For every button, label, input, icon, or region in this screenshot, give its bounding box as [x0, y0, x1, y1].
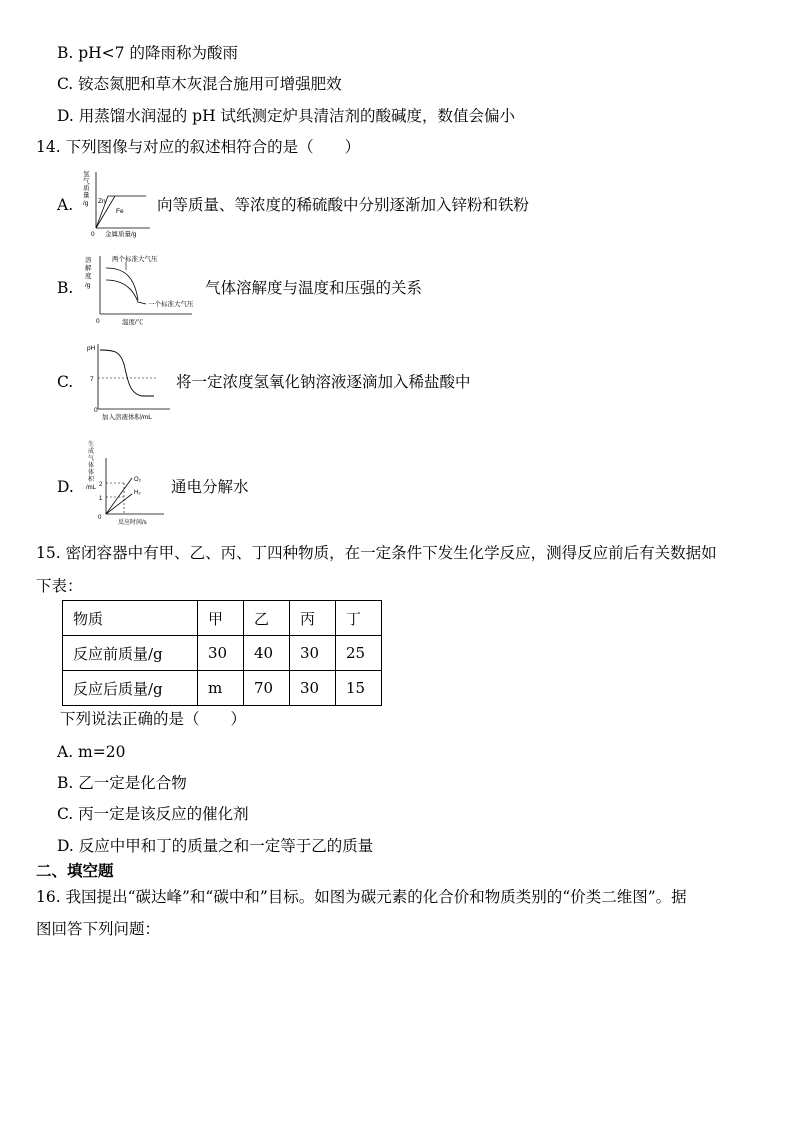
graph-b-ylabel-0: 溶: [85, 257, 92, 264]
graph-d-origin: 0: [98, 515, 102, 521]
q15-option-a: A. m=20: [57, 743, 126, 761]
graph-d-tick-1: 1: [99, 496, 103, 502]
graph-b-curve-2atm: [106, 268, 138, 300]
graph-d-xlabel: 反应时间/s: [118, 520, 147, 526]
q15-stem-line1: 15. 密闭容器中有甲、乙、丙、丁四种物质，在一定条件下发生化学反应，测得反应前后有关数据如: [36, 544, 717, 562]
graph-c-origin: 0: [94, 407, 98, 414]
q14-graph-d: [84, 438, 169, 528]
q16-line2: 图回答下列问题：: [36, 920, 161, 938]
table-cell: 反应后质量/g: [63, 671, 198, 706]
q14-option-c-text: 将一定浓度氢氧化钠溶液逐滴加入稀盐酸中: [176, 373, 471, 391]
graph-d-series-h2: H₂: [134, 490, 141, 496]
graph-d-ylabel-2: 气: [88, 456, 95, 462]
q14-option-d-text: 通电分解水: [171, 478, 249, 496]
q14-option-a-text: 向等质量、等浓度的稀硫酸中分别逐渐加入锌粉和铁粉: [157, 196, 530, 214]
table-cell: 15: [336, 671, 382, 706]
graph-d-ylabel-0: 生: [88, 442, 95, 448]
graph-c-ref: 7: [90, 376, 94, 383]
q15-option-d: D. 反应中甲和丁的质量之和一定等于乙的质量: [57, 837, 374, 855]
table-cell: m: [198, 671, 244, 706]
graph-a-ylabel-1: 气: [83, 178, 90, 185]
graph-c-xlabel: 加入溶液体积/mL: [102, 414, 152, 421]
graph-d-ylabel-3: 体: [88, 463, 95, 469]
q15-stem-line2: 下表：: [36, 577, 83, 595]
graph-b-origin: 0: [96, 318, 100, 325]
graph-a-origin: 0: [91, 231, 95, 238]
q15-data-table: [62, 600, 382, 706]
graph-a-ylabel-2: 质: [83, 185, 90, 192]
table-header-cell: 乙: [244, 601, 290, 636]
table-header-cell: 甲: [198, 601, 244, 636]
table-header-row: [63, 601, 382, 636]
graph-c-ylabel: pH: [87, 345, 96, 352]
table-row: [63, 671, 382, 706]
q15-option-c: C. 丙一定是该反应的催化剂: [57, 805, 249, 823]
q15-prompt: 下列说法正确的是（ ）: [60, 710, 247, 728]
graph-a-series-fe: Fe: [116, 208, 124, 215]
graph-b-xlabel: 温度/℃: [122, 319, 144, 326]
graph-b-ylabel-2: 度: [85, 273, 92, 280]
q13-option-b: B. pH<7 的降雨称为酸雨: [57, 44, 238, 62]
q14-stem: 14. 下列图像与对应的叙述相符合的是（ ）: [36, 138, 361, 156]
q13-option-d: D. 用蒸馏水润湿的 pH 试纸测定炉具清洁剂的酸碱度，数值会偏小: [57, 107, 516, 125]
graph-a-ylabel-3: 量: [83, 192, 90, 199]
graph-b-series-1atm: 一个标准大气压: [148, 301, 194, 308]
graph-b-series-2atm: 两个标准大气压: [112, 256, 158, 263]
graph-d-series-o2: O₂: [134, 477, 141, 483]
table-cell: 30: [290, 636, 336, 671]
q14-graph-a: [80, 168, 155, 240]
table-cell: 25: [336, 636, 382, 671]
graph-b-curve-1atm: [106, 280, 146, 304]
graph-d-tick-2: 2: [99, 482, 103, 488]
graph-d-ylabel-6: /mL: [86, 485, 97, 491]
graph-a-ylabel-4: /g: [83, 200, 89, 207]
graph-d-ylabel-4: 体: [88, 470, 95, 476]
graph-a-ylabel-0: 氢: [83, 171, 90, 178]
graph-b-ylabel-1: 解: [85, 265, 92, 272]
section-title: 二、填空题: [36, 862, 114, 880]
table-header-cell: 物质: [63, 601, 198, 636]
table-cell: 30: [290, 671, 336, 706]
q14-graph-b: [82, 252, 207, 327]
table-cell: 70: [244, 671, 290, 706]
q14-option-d-label: D.: [57, 478, 74, 496]
q14-option-c-label: C.: [57, 373, 74, 391]
graph-d-line-o2: [106, 478, 132, 514]
graph-b-ylabel-3: /g: [85, 282, 91, 289]
table-row: [63, 636, 382, 671]
table-header-cell: 丙: [290, 601, 336, 636]
q14-option-a-label: A.: [57, 196, 74, 214]
q14-graph-c: [86, 340, 176, 422]
graph-d-ylabel-1: 成: [88, 449, 95, 455]
q14-option-b-text: 气体溶解度与温度和压强的关系: [205, 279, 423, 297]
table-cell: 反应前质量/g: [63, 636, 198, 671]
graph-d-ylabel-5: 积: [88, 477, 95, 483]
table-cell: 30: [198, 636, 244, 671]
q13-option-c: C. 铵态氮肥和草木灰混合施用可增强肥效: [57, 75, 342, 93]
q14-option-b-label: B.: [57, 279, 74, 297]
table-cell: 40: [244, 636, 290, 671]
graph-a-series-zn: Zn: [98, 198, 106, 205]
table-header-cell: 丁: [336, 601, 382, 636]
graph-c-curve: [100, 350, 154, 396]
graph-a-xlabel: 金属质量/g: [105, 231, 137, 238]
q15-option-b: B. 乙一定是化合物: [57, 774, 187, 792]
q16-line1: 16. 我国提出“碳达峰”和“碳中和”目标。如图为碳元素的化合价和物质类别的“价类二维图”。据: [36, 888, 687, 906]
